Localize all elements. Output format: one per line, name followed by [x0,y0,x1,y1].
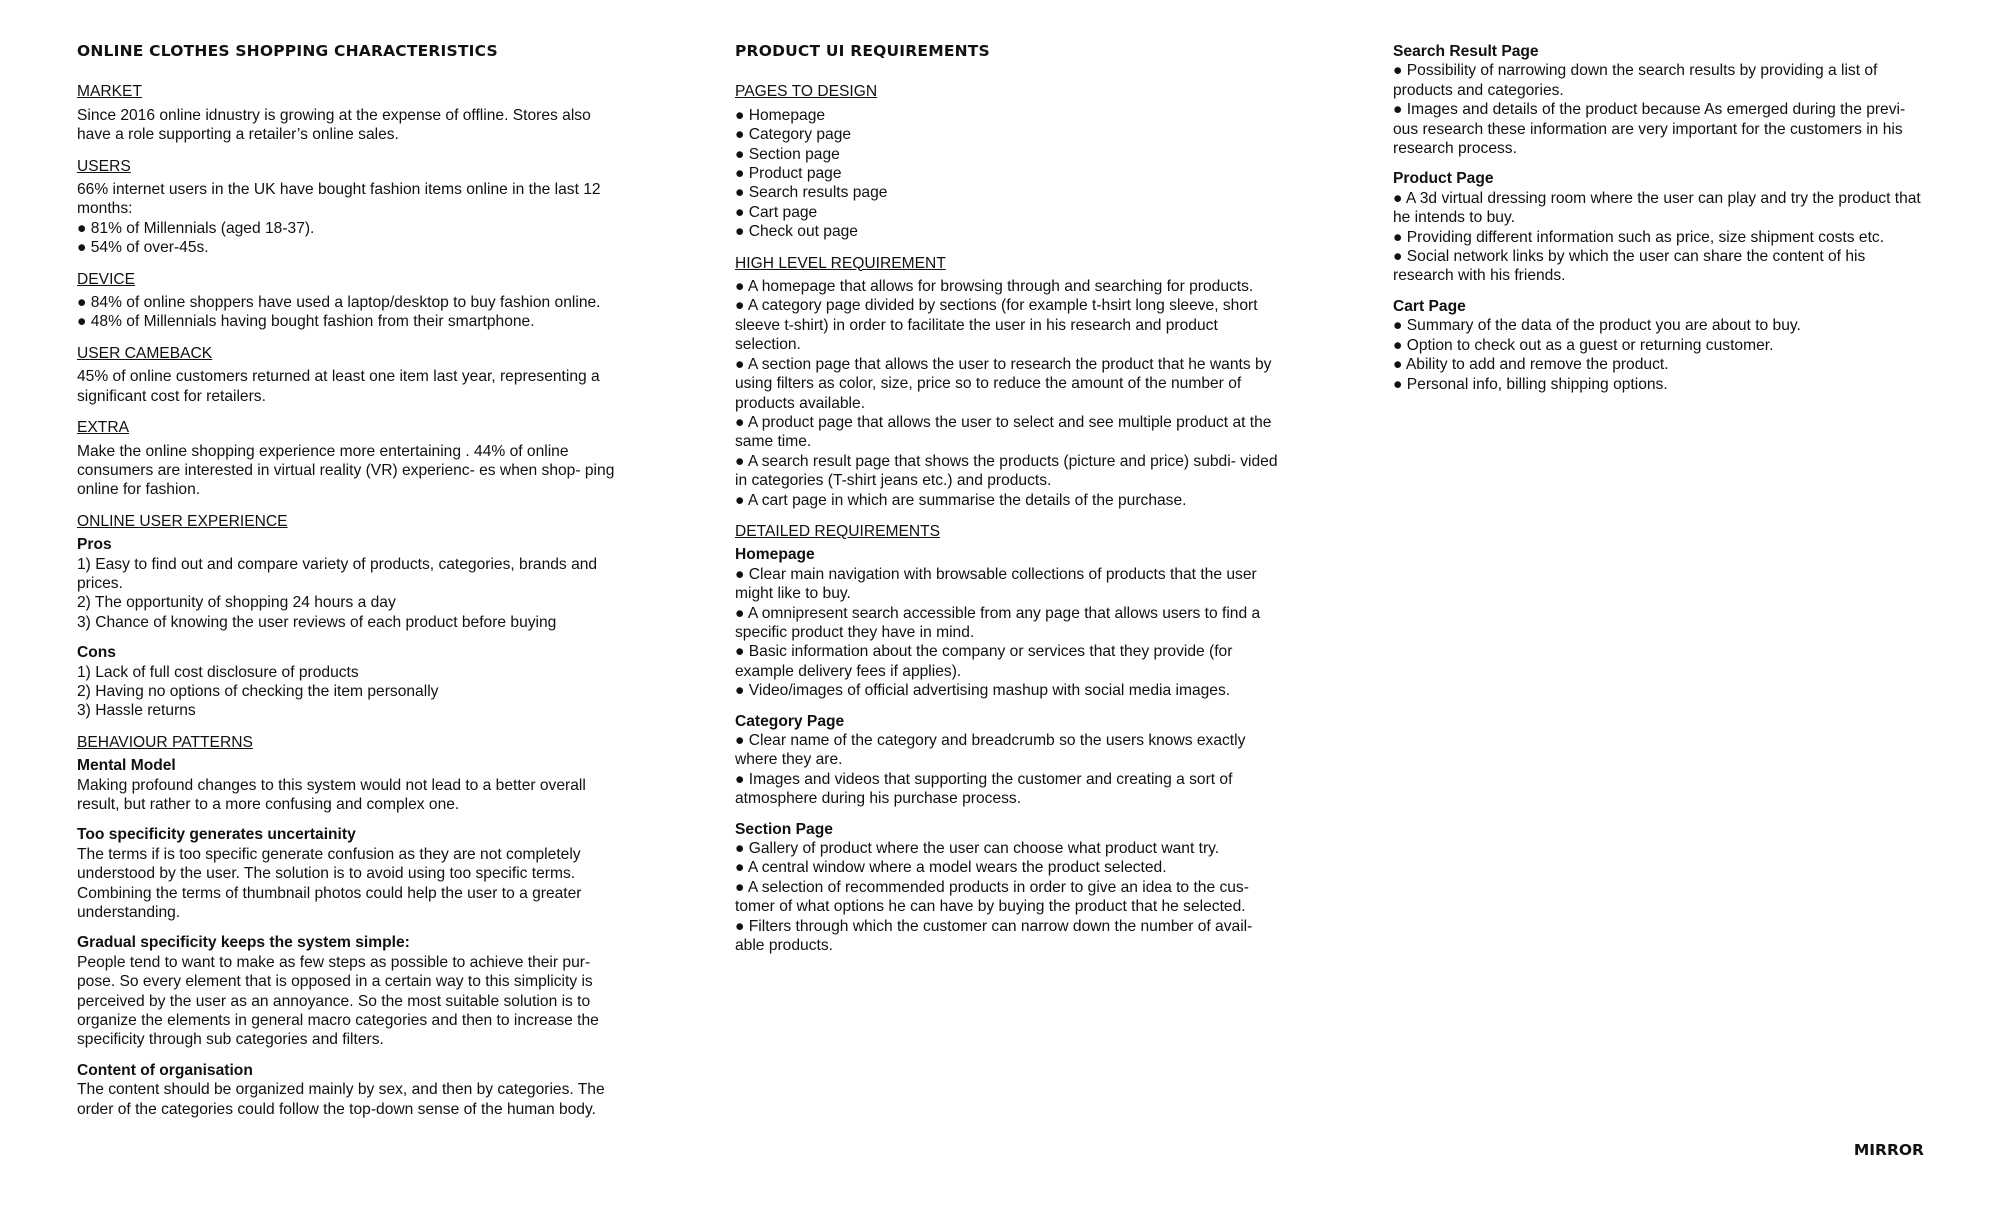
section-extra [77,418,622,500]
list-item: 3) Hassle returns [77,702,196,720]
list-item: ● Cart page [735,203,818,221]
list-item: ● Product page [735,165,842,183]
subsection-title: Section Page [735,820,833,838]
column-title: ONLINE CLOTHES SHOPPING CHARACTERISTICS [77,42,498,60]
section-heading: HIGH LEVEL REQUIREMENT [735,254,946,272]
list-item: ● A central window where a model wears the product selected. [735,859,1167,877]
list-item: ● Clear main navigation with browsable collections of products that the user might like to buy. [735,565,1257,603]
list-item: ● Personal info, billing shipping options. [1393,375,1668,393]
list-item: ● Video/images of official advertising mashup with social media images. [735,682,1231,700]
column-title: PRODUCT UI REQUIREMENTS [735,42,990,60]
subsection-title: Homepage [735,546,815,564]
list-item: ● A selection of recommended products in order to give an idea to the cus- tomer of what options he can have by buying the product that he selected. [735,878,1249,916]
section-text: 45% of online customers returned at least one item last year, representing a significant cost for retailers. [77,368,600,405]
column-requirements-continued [1393,42,1928,405]
list-item: ● Ability to add and remove the product. [1393,356,1669,374]
list-item: ● Search results page [735,184,888,202]
section-market [77,82,622,144]
subsection-title: Search Result Page [1393,43,1539,60]
list-item: ● A cart page in which are summarise the details of the purchase. [735,491,1187,509]
list-item: ● Option to check out as a guest or returning customer. [1393,336,1774,354]
subsection-text: Making profound changes to this system would not lead to a better overall result, but rather to a more confusing and complex one. [77,776,586,813]
pros-block [77,535,622,632]
section-heading: USERS [77,157,131,175]
section-heading: EXTRA [77,419,129,437]
section-pages-to-design [735,82,1280,241]
brand-name: MIRROR [1853,1141,1924,1159]
subsection-title: Category Page [735,712,845,730]
section-heading: PAGES TO DESIGN [735,83,878,101]
subsection-text: The content should be organized mainly by sex, and then by categories. The order of the categories could follow the top-down sense of the human body. [77,1081,605,1118]
cart-page-block [1393,297,1928,394]
product-page-block [1393,169,1928,285]
section-text: Make the online shopping experience more entertaining . 44% of online consumers are interested in virtual reality (VR) experienc- es when shop- ping online for fashion. [77,442,615,499]
subsection-title: Too specificity generates uncertainity [77,826,356,844]
list-item: 3) Chance of knowing the user reviews of each product before buying [77,613,557,631]
list-item: ● Images and details of the product because As emerged during the previ- ous research these information are very important for the customers in his research process. [1393,101,1906,158]
section-heading: BEHAVIOUR PATTERNS [77,733,253,751]
category-page-block [735,712,1280,809]
list-item: ● Section page [735,145,840,163]
list-item: ● Gallery of product where the user can choose what product want try. [735,840,1220,858]
list-item: ● Check out page [735,223,858,241]
list-item: ● A search result page that shows the products (picture and price) subdi- vided in categories (T-shirt jeans etc.) and products. [735,452,1278,490]
section-text: 66% internet users in the UK have bought fashion items online in the last 12 months: [77,181,601,218]
list-item: ● A section page that allows the user to research the product that he wants by using filters as color, size, price so to reduce the amount of the number of products available. [735,355,1272,412]
list-item: ● 48% of Millennials having bought fashion from their smartphone. [77,313,535,331]
section-heading: DEVICE [77,270,136,288]
list-item: 2) The opportunity of shopping 24 hours a day [77,594,396,612]
subsection-title: Gradual specificity keeps the system simple: [77,934,410,952]
section-heading: MARKET [77,83,142,101]
content-organisation-block [77,1061,622,1119]
list-item: ● A homepage that allows for browsing through and searching for products. [735,278,1254,296]
list-item: 2) Having no options of checking the item personally [77,682,439,700]
cons-block [77,643,622,721]
section-text: Since 2016 online idnustry is growing at the expense of offline. Stores also have a role supporting a retailer’s online sales. [77,106,591,144]
subsection-title: Content of organisation [77,1061,253,1079]
list-item: ● Category page [735,126,852,144]
subsection-text: People tend to want to make as few steps as possible to achieve their pur- pose. So every element that is opposed in a certain way to this simplicity is perceived by the user as an annoyance. So the most suitable solution is to organize the elements in general macro categories and then to increase the specificity through sub categories and filters. [77,953,599,1049]
section-heading: USER CAMEBACK [77,344,213,362]
section-heading: DETAILED REQUIREMENTS [735,522,941,540]
search-result-page-block [1393,42,1928,158]
list-item: 1) Lack of full cost disclosure of products [77,663,359,681]
column-characteristics [77,42,622,1131]
list-item: ● Possibility of narrowing down the search results by providing a list of products and categories. [1393,62,1878,99]
section-behaviour-patterns [77,733,622,1119]
mental-model-block [77,756,622,814]
subsection-title: Product Page [1393,170,1494,188]
gradual-specificity-block [77,933,622,1049]
section-users [77,157,622,258]
column-requirements [735,42,1280,967]
subsection-title: Cart Page [1393,297,1466,315]
section-high-level-requirement [735,254,1280,510]
list-item: ● Basic information about the company or services that they provide (for example delivery fees if applies). [735,643,1233,680]
section-detailed-requirements [735,522,1280,956]
list-item: ● A omnipresent search accessible from any page that allows users to find a specific product they have in mind. [735,604,1261,641]
section-online-user-experience [77,512,622,721]
list-item: ● Summary of the data of the product you are about to buy. [1393,317,1801,335]
list-item: ● A category page divided by sections (for example t-hsirt long sleeve, short sleeve t-shirt) in order to facilitate the user in his research and product selection. [735,297,1258,354]
list-item: ● A product page that allows the user to select and see multiple product at the same time. [735,413,1272,451]
list-item: ● A 3d virtual dressing room where the user can play and try the product that he intends to buy. [1393,189,1921,227]
pros-title: Pros [77,536,112,554]
list-item: ● Clear name of the category and breadcrumb so the users knows exactly where they are. [735,732,1246,769]
list-item: ● Images and videos that supporting the customer and creating a sort of atmosphere during his purchase process. [735,770,1233,808]
cons-title: Cons [77,644,116,662]
list-item: ● 54% of over-45s. [77,239,209,257]
section-user-cameback [77,344,622,406]
list-item: ● Social network links by which the user can share the content of his research with his friends. [1393,248,1866,285]
section-heading: ONLINE USER EXPERIENCE [77,512,288,530]
subsection-text: The terms if is too specific generate confusion as they are not completely understood by the user. The solution is to avoid using too specific terms. Combining the terms of thumbnail photos could help the user to a greater understanding. [77,845,582,922]
list-item: ● Homepage [735,106,826,124]
list-item: ● 84% of online shoppers have used a laptop/desktop to buy fashion online. [77,294,601,312]
list-item: 1) Easy to find out and compare variety of products, categories, brands and prices. [77,555,598,592]
subsection-title: Mental Model [77,757,176,775]
homepage-block [735,545,1280,700]
section-device [77,270,622,332]
specificity-block [77,825,622,922]
section-page-block [735,820,1280,956]
list-item: ● 81% of Millennials (aged 18-37). [77,219,315,237]
list-item: ● Filters through which the customer can narrow down the number of avail- able products. [735,917,1253,955]
list-item: ● Providing different information such as price, size shipment costs etc. [1393,228,1885,246]
